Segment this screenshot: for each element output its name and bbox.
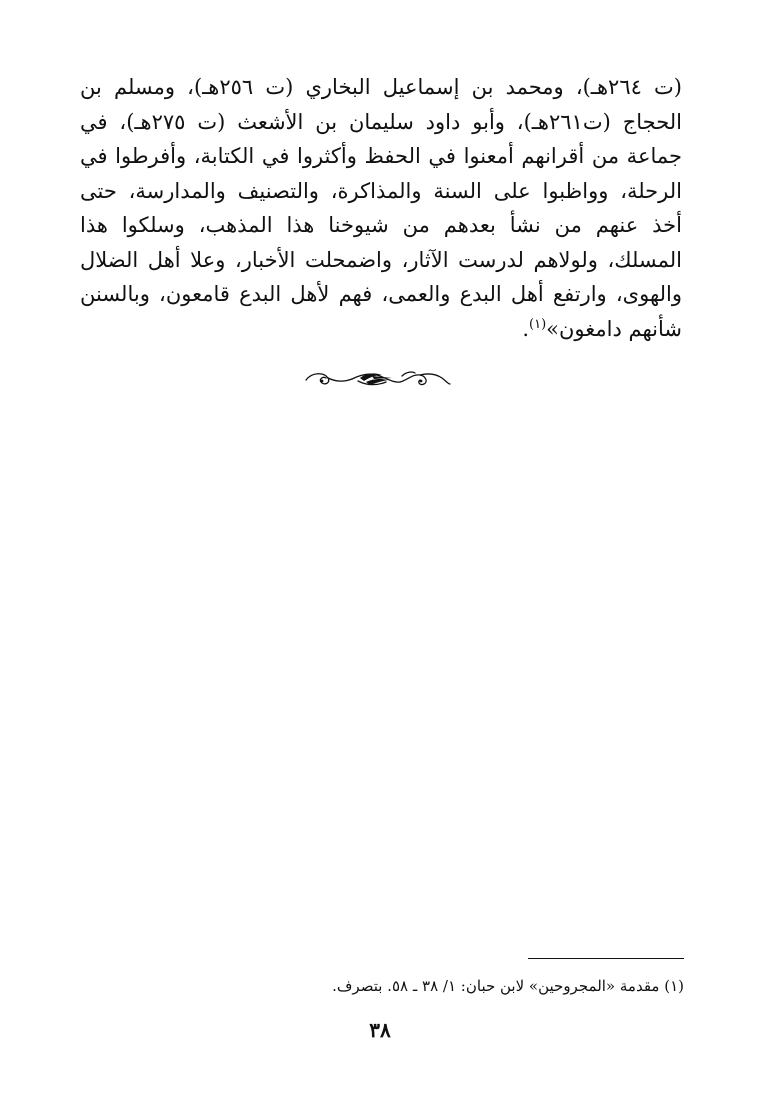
main-text	[80, 70, 682, 346]
footnote	[80, 974, 684, 998]
decorative-flourish-icon	[302, 364, 454, 392]
page-number: ٣٨	[369, 1018, 391, 1042]
footnote-separator	[528, 958, 684, 959]
footnote-text: (١) مقدمة «المجروحين» لابن حبان: ١/ ٣٨ ـ ٥٨. بتصرف.	[332, 977, 684, 995]
footnote-reference: (١)	[529, 316, 547, 332]
paragraph-text: (ت ٢٦٤هـ)، ومحمد بن إسماعيل البخاري (ت ٢٥٦هـ)، ومسلم بن الحجاج (ت٢٦١هـ)، وأبو داود سليمان بن الأشعث (ت ٢٧٥هـ)، في جماعة من أقرانهم أمعنوا في الحفظ وأكثروا في الكتابة، وأفرطوا في الرحلة، وواظبوا على السنة والمذاكرة، والتصنيف والمدارسة، حتى أخذ عنهم من نشأ بعدهم من شيوخنا هذا المذهب، وسلكوا هذا المسلك، ولولاهم لدرست الآثار، واضمحلت الأخبار، وعلا أهل الضلال والهوى، وارتفع أهل البدع والعمى، فهم لأهل البدع قامعون، وبالسنن شأنهم دامغون»	[80, 75, 682, 341]
end-punctuation: .	[522, 316, 529, 341]
main-paragraph	[80, 70, 682, 346]
